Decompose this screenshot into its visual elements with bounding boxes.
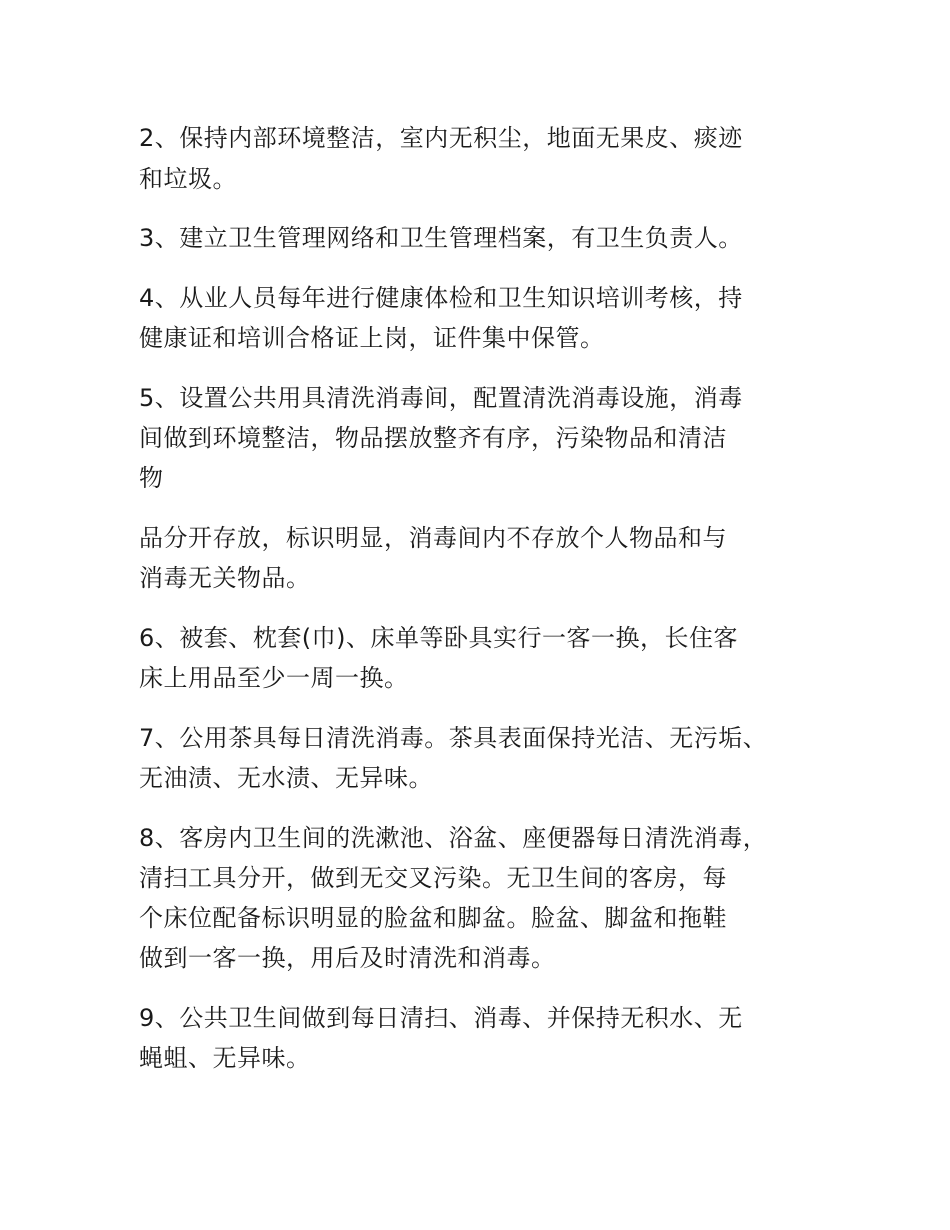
text-line: 5、设置公共用具清洗消毒间，配置清洗消毒设施，消毒 xyxy=(139,384,743,412)
text-line: 蝇蛆、无异味。 xyxy=(139,1044,311,1072)
text-line: 3、建立卫生管理网络和卫生管理档案，有卫生负责人。 xyxy=(139,224,743,252)
text-line: 无油渍、无水渍、无异味。 xyxy=(139,764,433,792)
text-line: 4、从业人员每年进行健康体检和卫生知识培训考核，持 xyxy=(139,284,743,312)
text-line: 健康证和培训合格证上岗，证件集中保管。 xyxy=(139,324,605,352)
text-line: 2、保持内部环境整洁，室内无积尘，地面无果皮、痰迹 xyxy=(139,124,743,152)
text-line: 9、公共卫生间做到每日清扫、消毒、并保持无积水、无 xyxy=(139,1004,743,1032)
text-line: 消毒无关物品。 xyxy=(139,564,311,592)
text-line: 品分开存放，标识明显，消毒间内不存放个人物品和与 xyxy=(139,524,727,552)
text-line: 7、公用茶具每日清洗消毒。茶具表面保持光洁、无污垢、 xyxy=(139,724,768,752)
text-line: 清扫工具分开，做到无交叉污染。无卫生间的客房，每 xyxy=(139,864,727,892)
text-line: 物 xyxy=(139,464,164,492)
text-line: 个床位配备标识明显的脸盆和脚盆。脸盆、脚盆和拖鞋 xyxy=(139,904,727,932)
text-line: 做到一客一换，用后及时清洗和消毒。 xyxy=(139,944,556,972)
text-line: 8、客房内卫生间的洗漱池、浴盆、座便器每日清洗消毒， xyxy=(139,824,768,852)
text-line: 床上用品至少一周一换。 xyxy=(139,664,409,692)
text-line: 和垃圾。 xyxy=(139,165,237,193)
text-line: 6、被套、枕套(巾)、床单等卧具实行一客一换，长住客 xyxy=(139,624,738,652)
text-line: 间做到环境整洁，物品摆放整齐有序，污染物品和清洁 xyxy=(139,424,727,452)
